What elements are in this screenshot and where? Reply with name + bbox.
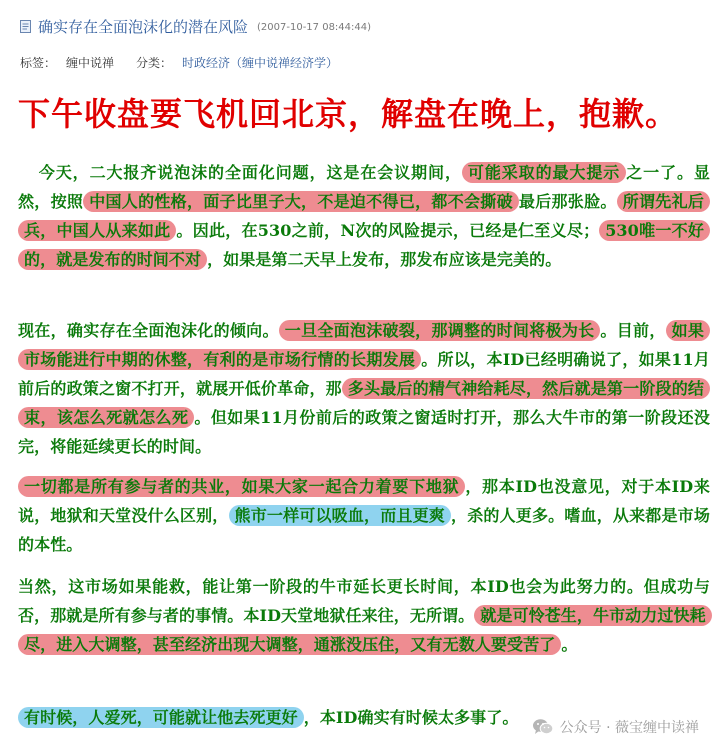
tag-value[interactable]: 缠中说禅 [66, 55, 115, 70]
article-meta [20, 52, 338, 72]
highlight-red: 如果市场能进行中期的休整，有利的是市场行情的长期发展 [18, 320, 710, 370]
paragraph-text: ，如果是第二天早上发布，那发布应该是完美的。 [207, 250, 562, 269]
highlight-red: 一切都是所有参与者的共业，如果大家一起合力着要下地狱 [18, 476, 465, 497]
highlight-red: 530唯一不好的，就是发布的时间不对 [18, 220, 710, 270]
headline: 下午收盘要飞机回北京，解盘在晚上，抱歉。 [18, 95, 679, 133]
paragraph-text: ，杀的人更多。嗜血，从来都是市场的本性。 [18, 506, 710, 554]
document-icon [20, 20, 31, 33]
paragraph-text: 。所以，本ID已经明确说了，如果11月前后的政策之窗不打开，就展开低价革命，那 [18, 350, 711, 398]
paragraph-text: 。因此，在530之前，N次的风险提示，已经是仁至义尽； [176, 221, 600, 240]
category-link[interactable]: 时政经济（缠中说禅经济学） [182, 55, 339, 70]
highlight-blue: 有时候，人爱死，可能就让他去死更好 [18, 707, 304, 728]
highlight-red: 所谓先礼后兵，中国人从来如此 [18, 191, 710, 241]
highlight-red: 中国人的性格，面子比里子大，不是迫不得已，都不会撕破 [83, 191, 519, 212]
highlight-blue: 熊市一样可以吸血，而且更爽 [229, 505, 452, 526]
highlight-red: 多头最后的精气神给耗尽，然后就是第一阶段的结束，该怎么死就怎么死 [18, 378, 710, 428]
paragraph-2 [18, 316, 710, 461]
paragraph-text: 最后那张脸。 [518, 192, 617, 211]
paragraph-text: 。目前， [600, 321, 666, 340]
paragraph-text: 之一了。显然，按照 [18, 163, 710, 211]
highlight-red: 一旦全面泡沫破裂，那调整的时间将极为长 [279, 320, 601, 341]
paragraph-4 [18, 572, 710, 659]
category-label: 分类： [136, 55, 173, 70]
paragraph-text: 。但如果11月份前后的政策之窗适时打开，那么大牛市的第一阶段还没完，将能延续更长的时间。 [18, 408, 710, 456]
highlight-red: 就是可怜苍生，牛市动力过快耗尽，进入大调整，甚至经济出现大调整，通涨没压住，又有无数人要受苦了 [18, 605, 712, 655]
paragraph-text: 今天，二大报齐说泡沫的全面化问题，这是在会议期间， [38, 163, 462, 182]
paragraph-text: 现在，确实存在全面泡沫化的倾向。 [18, 321, 279, 340]
paragraph-3 [18, 472, 710, 559]
article-title: 确实存在全面泡沫化的潜在风险 [38, 17, 249, 36]
paragraph-text: 。 [561, 635, 578, 654]
article-title-row [20, 14, 710, 38]
wechat-watermark [530, 716, 701, 738]
paragraph-1 [18, 158, 710, 274]
paragraph-text: ，那本ID也没意见，对于本ID来说，地狱和天堂没什么区别， [18, 477, 710, 525]
wechat-icon [532, 718, 554, 736]
highlight-red: 可能采取的最大提示 [462, 162, 626, 183]
paragraph-text: 当然，这市场如果能救，能让第一阶段的牛市延长更长时间，本ID也会为此努力的。但成功与否，那就是所有参与者的事情。本ID天堂地狱任来往，无所谓。 [18, 577, 710, 625]
tag-label: 标签： [20, 55, 57, 70]
watermark-text: 公众号 · 薇宝缠中读禅 [559, 720, 699, 736]
paragraph-text: ，本ID确实有时候太多事了。 [303, 708, 519, 727]
article-date: (2007-10-17 08:44:44) [257, 21, 372, 33]
